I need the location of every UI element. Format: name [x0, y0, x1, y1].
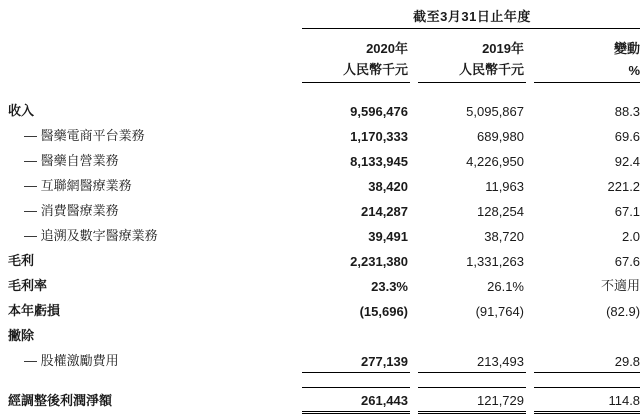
table-row [6, 222, 640, 247]
row-gap [410, 247, 418, 272]
row-value-2019: 11,963 [485, 179, 524, 194]
total-value-2020: 261,443 [302, 387, 410, 412]
row-value-2019 [418, 322, 526, 347]
header-gap-1 [410, 32, 418, 57]
total-value-2019: 121,729 [418, 387, 526, 412]
table-row [6, 147, 640, 172]
row-value-change [534, 322, 640, 347]
row-value-2019: 128,254 [477, 204, 524, 219]
header-period-row [6, 6, 640, 32]
total-label: 經調整後利潤淨額 [8, 393, 113, 408]
row-label: — 醫藥電商平台業務 [24, 128, 145, 143]
row-gap [410, 222, 418, 247]
header-period-title: 截至3月31日止年度 [302, 6, 640, 32]
row-value-2019: (91,764) [475, 304, 524, 319]
table-row [6, 97, 640, 122]
row-value-2020: (15,696) [359, 304, 408, 319]
row-gap [526, 272, 534, 297]
row-gap [526, 297, 534, 322]
table-row [6, 122, 640, 147]
row-gap [410, 297, 418, 322]
row-value-2019: 689,980 [477, 129, 524, 144]
row-value-2020: 8,133,945 [350, 154, 408, 169]
header-year-row [6, 32, 640, 57]
total-spacer [6, 372, 640, 387]
table-row [6, 347, 640, 372]
row-value-change: 67.6 [614, 254, 640, 269]
row-gap [526, 122, 534, 147]
row-label: 毛利率 [8, 278, 48, 293]
header-body-spacer [6, 83, 640, 98]
row-value-2019: 26.1% [487, 279, 524, 294]
row-label: 毛利 [8, 253, 35, 268]
row-label: 本年虧損 [8, 303, 61, 318]
table-body [6, 83, 640, 413]
row-gap [410, 387, 418, 412]
row-gap [410, 347, 418, 372]
row-value-change: 88.3 [614, 104, 640, 119]
header-gap-3 [410, 57, 418, 83]
row-value-2020: 39,491 [368, 229, 408, 244]
row-label: — 股權激勵費用 [24, 353, 119, 368]
header-spacer-cell [6, 32, 302, 57]
table-header [6, 6, 640, 83]
table-total-row [6, 387, 640, 412]
row-gap [410, 147, 418, 172]
row-gap [410, 322, 418, 347]
row-value-change: 2.0 [621, 229, 640, 244]
table-row [6, 272, 640, 297]
header-gap-4 [526, 57, 534, 83]
row-gap [526, 387, 534, 412]
row-value-2019: 213,493 [418, 347, 526, 372]
row-value-2019: 38,720 [484, 229, 524, 244]
row-value-change: 67.1 [614, 204, 640, 219]
header-unit-change: % [534, 57, 640, 83]
row-gap [526, 322, 534, 347]
total-value-change: 114.8 [534, 387, 640, 412]
table-row [6, 172, 640, 197]
row-value-2019: 5,095,867 [466, 104, 524, 119]
table-row [6, 297, 640, 322]
row-label: — 消費醫療業務 [24, 203, 119, 218]
table-row [6, 197, 640, 222]
row-value-2019: 1,331,263 [466, 254, 524, 269]
row-value-2020: 9,596,476 [350, 104, 408, 119]
row-value-2020: 1,170,333 [350, 129, 408, 144]
header-unit-row [6, 57, 640, 83]
financial-table [6, 6, 640, 414]
row-value-change: 不適用 [601, 278, 640, 293]
row-gap [526, 147, 534, 172]
header-gap-2 [526, 32, 534, 57]
row-gap [526, 97, 534, 122]
header-unit-2020: 人民幣千元 [302, 57, 410, 83]
row-value-change: 29.8 [534, 347, 640, 372]
row-gap [526, 172, 534, 197]
row-value-2019: 4,226,950 [466, 154, 524, 169]
row-label: 收入 [8, 103, 35, 118]
row-gap [410, 272, 418, 297]
spacer-cell [6, 83, 640, 98]
row-gap [410, 122, 418, 147]
row-value-change: (82.9) [606, 304, 640, 319]
row-gap [526, 197, 534, 222]
row-gap [410, 172, 418, 197]
row-value-2020: 277,139 [302, 347, 410, 372]
row-label: — 追溯及數字醫療業務 [24, 228, 158, 243]
header-spacer-cell-2 [6, 57, 302, 83]
row-value-2020: 214,287 [361, 204, 408, 219]
row-gap [526, 222, 534, 247]
header-change-label: 變動 [614, 41, 640, 56]
header-year-2020: 2020年 [366, 41, 408, 56]
row-gap [526, 347, 534, 372]
row-value-change: 92.4 [614, 154, 640, 169]
row-value-change: 221.2 [607, 179, 640, 194]
row-gap [410, 97, 418, 122]
row-label: — 互聯網醫療業務 [24, 178, 132, 193]
spacer-cell [6, 372, 640, 387]
table-row [6, 247, 640, 272]
row-label: — 醫藥自營業務 [24, 153, 119, 168]
header-unit-2019: 人民幣千元 [418, 57, 526, 83]
table-row [6, 322, 640, 347]
row-label: 撇除 [8, 328, 35, 343]
row-value-2020: 2,231,380 [350, 254, 408, 269]
row-value-2020: 38,420 [368, 179, 408, 194]
row-value-change: 69.6 [614, 129, 640, 144]
row-value-2020 [302, 322, 410, 347]
header-empty-cell [6, 6, 302, 32]
row-value-2020: 23.3% [371, 279, 408, 294]
row-gap [410, 197, 418, 222]
row-gap [526, 247, 534, 272]
header-year-2019: 2019年 [482, 41, 524, 56]
